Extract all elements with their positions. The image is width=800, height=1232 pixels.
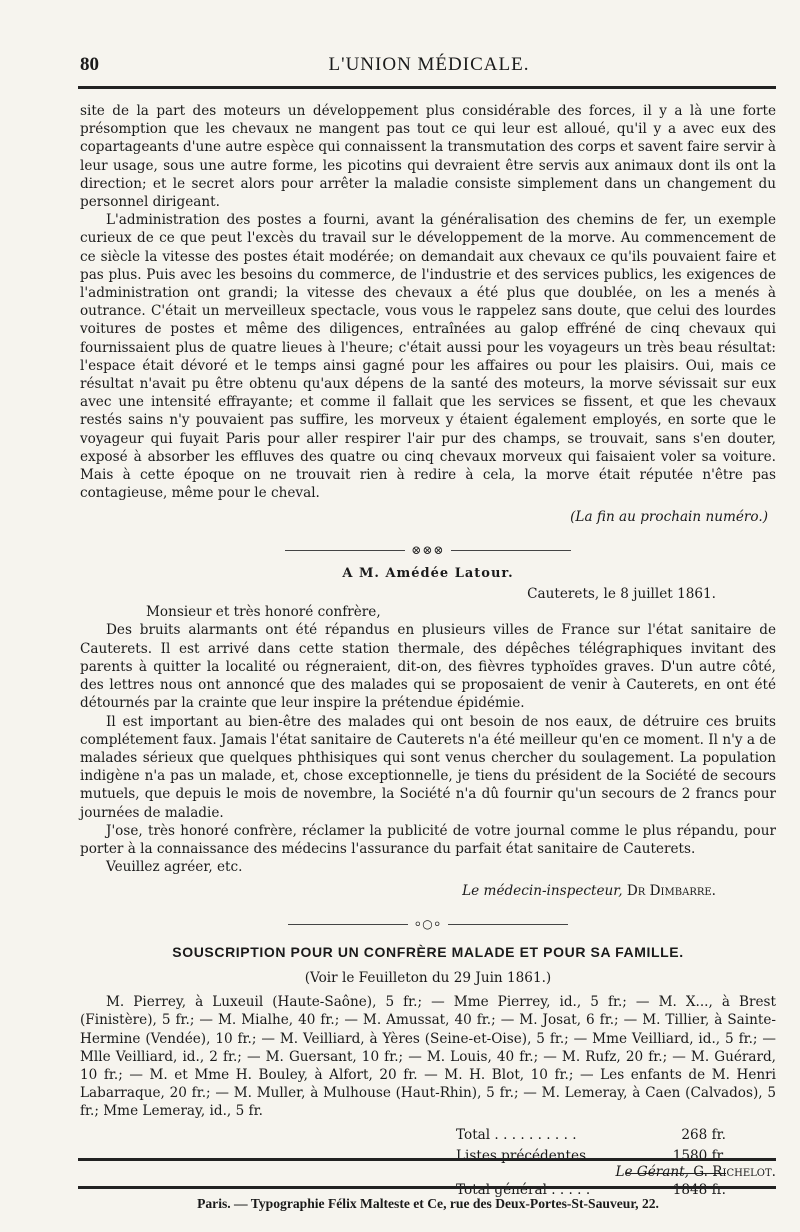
previous-lists-value: 1580 fr. — [672, 1147, 726, 1164]
article-paragraph: L'administration des postes a fourni, avant la généralisation des chemins de fer, un exemple curieux de ce que peut l'excès du travail sur le développement de la morve. Au commencement de ce siècle la vitesse des postes était modérée; on demandait aux chevaux ce qu'ils pouvaient faire et pas plus. Puis avec les besoins du commerce, de l'industrie et des services publics, les exigences de l'administration ont grandi; la vitesse des chevaux a été plus que doublée, on les a menés à outrance. C'était un merveilleux spectacle, vous vous le rappelez sans doute, que celui des lourdes voitures de postes et même des diligences, entraînées au galop effréné de cinq chevaux qui fournissaient plus de quatre lieues à l'heure; c'était aussi pour les voyageurs un très beau résultat: l'espace était dévoré et le temps ainsi gagné pour les affaires ou pour les plaisirs. Oui, mais ce résultat n'avait pu être obtenu qu'aux dépens de la santé des moteurs, la morve sévissait sur eux avec une intensité effrayante; et comme il fallait que les services se fissent, et que les chevaux restés sains n'y pouvaient pas suffire, les morveux y étaient également employés, en sorte que le voyageur qui fuyait Paris pour aller respirer l'air pur des champs, se trouvait, sans s'en douter, exposé à absorber les effluves des quatre ou cinq chevaux morveux qui faisaient voler sa voiture. Mais à cette époque on ne trouvait rien à redire à cela, la morve était réputée n'être pas contagieuse, même pour le cheval. — [80, 212, 776, 502]
ornament-divider: ⸰○⸰ — [80, 915, 776, 933]
letter-signature — [80, 882, 716, 900]
printer-footer: Paris. — Typographie Félix Malteste et Ce, rue des Deux-Portes-St-Sauveur, 22. — [197, 1196, 659, 1211]
subscription-list: M. Pierrey, à Luxeuil (Haute-Saône), 5 fr.; — Mme Pierrey, id., 5 fr.; — M. X..., à Brest (Finistère), 5 fr.; — M. Mialhe, 40 fr.; — M. Amussat, 40 fr.; — M. Josat, 6 fr.; — M. Tillier, à Sainte-Hermine (Vendée), 10 fr.; — M. Veilliard, à Yères (Seine-et-Oise), 5 fr.; — Mme Veilliard, id., 5 fr.; — Mlle Veilliard, id., 2 fr.; — M. Guersant, 10 fr.; — M. Louis, 40 fr.; — M. Rufz, 20 fr.; — M. Guérard, 10 fr.; — M. et Mme H. Bouley, à Alfort, 20 fr. — M. H. Blot, 10 fr.; — Les enfants de M. Henri Labarraque, 20 fr.; — M. Muller, à Mulhouse (Haut-Rhin), 5 fr.; — M. Lemeray, à Caen (Calvados), 5 fr.; Mme Lemeray, id., 5 fr. — [80, 994, 776, 1120]
signature-name: Dr Dimbarre. — [626, 883, 716, 900]
letter-paragraph: J'ose, très honoré confrère, réclamer la publicité de votre journal comme le plus répandu, pour porter à la connaissance des médecins l'assurance du parfait état sanitaire de Cauterets. — [80, 822, 776, 857]
letter-salutation: Monsieur et très honoré confrère, — [146, 604, 381, 621]
letter-closing: Veuillez agréer, etc. — [106, 859, 243, 876]
page-body — [80, 102, 776, 1201]
footer-rule — [78, 1186, 776, 1189]
signature-role: Le médecin-inspecteur, — [462, 883, 623, 900]
total-label: Total . . . . . . . . . . — [456, 1126, 577, 1143]
total-value: 268 fr. — [681, 1126, 726, 1143]
journal-title: L'UNION MÉDICALE. — [328, 54, 530, 75]
letter-heading: A M. Amédée Latour. — [342, 565, 514, 581]
article-paragraph: site de la part des moteurs un développement plus considérable des forces, il y a là une forte présomption que les chevaux ne mangent pas tout ce qui leur est alloué, qu'il y a avec eux des copartageants d'une autre espèce qui connaissent la transmutation des corps et savent faire servir à leur usage, sous une autre forme, les picotins qui devraient être servis aux animaux dont ils ont la direction; et le secret alors pour arrêter la maladie consiste simplement dans un changement du personnel dirigeant. — [80, 103, 776, 211]
grand-total-value: 1848 fr. — [672, 1181, 726, 1198]
subscription-reference: (Voir le Feuilleton du 29 Juin 1861.) — [304, 969, 552, 986]
gerant-role: Le Gérant, — [615, 1164, 689, 1180]
grand-total-label: Total général . . . . . — [456, 1181, 591, 1198]
letter-paragraph: Des bruits alarmants ont été répandus en plusieurs villes de France sur l'état sanitaire de Cauterets. Il est arrivé dans cette station thermale, des dépêches télégraphiques invitant des parents à quitter la localité ou régneraient, dit-on, des fièvres typhoïdes graves. D'un autre côté, des lettres nous ont annoncé que des malades qui se proposaient de venir à Cauterets, en ont été détournés par la crainte que leur inspire la prétendue épidémie. — [80, 622, 776, 712]
total-row — [456, 1125, 726, 1146]
letter-paragraph: Il est important au bien-être des malades qui ont besoin de nos eaux, de détruire ces bruits complétement faux. Jamais l'état sanitaire de Cauterets n'a été meilleur qu'en ce moment. Il n'y a de malades sérieux que quelques phthisiques qui sont venus chercher du soulagement. La population indigène n'a pas un malade, et, chose exceptionnelle, je tiens du président de la Société de secours mutuels, que depuis le mois de novembre, la Société n'a dû fournir qu'un secours de 2 francs pour journées de maladie. — [80, 713, 776, 821]
previous-lists-label: Listes précédentes. . . — [456, 1147, 608, 1164]
header-rule — [78, 86, 776, 89]
subscription-title: SOUSCRIPTION POUR UN CONFRÈRE MALADE ET POUR SA FAMILLE. — [172, 943, 684, 960]
ornament-divider: ⊗⊗⊗ — [80, 541, 776, 559]
page-number: 80 — [80, 54, 99, 75]
continued-note: (La fin au prochain numéro.) — [570, 509, 768, 526]
letter-dateline: Cauterets, le 8 juillet 1861. — [527, 586, 716, 603]
totals-table — [456, 1125, 726, 1201]
page-header — [80, 54, 778, 80]
gerant-signature — [80, 1164, 776, 1180]
closing-rule — [78, 1158, 776, 1161]
gerant-name: G. Richelot. — [693, 1164, 776, 1180]
